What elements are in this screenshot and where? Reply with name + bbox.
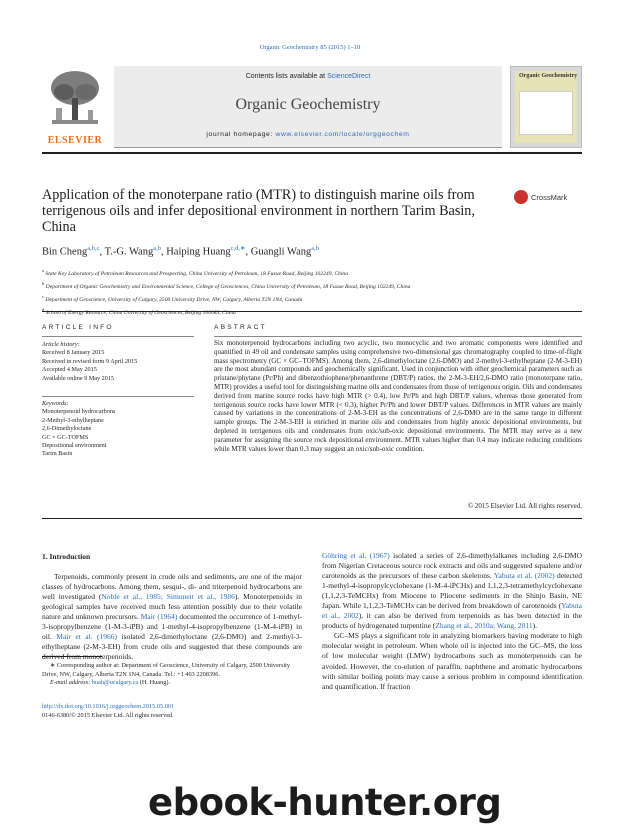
- email-link[interactable]: huah@ucalgary.ca: [91, 679, 139, 686]
- tree-icon: [48, 68, 102, 128]
- journal-name: Organic Geochemistry: [235, 96, 381, 113]
- email-line: [42, 679, 302, 688]
- citation-link[interactable]: Mair et al. (1966): [56, 632, 118, 642]
- body-column-left: [42, 552, 302, 662]
- keywords-rule: [42, 396, 194, 397]
- article-history: [42, 341, 194, 383]
- author-name[interactable]: Guangli Wang: [250, 246, 312, 258]
- author-affiliation-marker[interactable]: a,b: [311, 245, 320, 252]
- citation-link[interactable]: Mair (1964): [140, 612, 178, 622]
- article-info-rule: [42, 336, 194, 337]
- sciencedirect-link[interactable]: ScienceDirect: [327, 73, 371, 80]
- body-paragraph: Göhring et al. (1967) isolated a series of 2,6-dimethylalkanes including 2,6-DMO from Nigerian Cretaceous source rock extracts and oils and suggested squalene and/or carotenoids as the precursors of these carbon skeletons. Yabuta et al. (2002) detected 1-methyl-4-isopropylcyclohexane (1-M-4-iPCHx) and 1,1,2,3-tetramethylcyclohexane (1,1,2,3-TeMCHx) from Miocene to Pliocene sediments in the Shinjo Basin, NE Japan. While 1,1,2,3-TeMCHx can be derived from breakdown of carotenoids (Yabuta et al., 2002), it can also be derived from terpenoids as has been detected in the products of hydrogenated turpentine (Zhang et al., 2010a; Wang, 2011).: [322, 551, 583, 631]
- masthead-divider: [42, 152, 582, 154]
- abstract-body: Six monoterpenoid hydrocarbons including two acyclic, two monocyclic and two aromatic components were identified and quantified in 49 oil and condensate samples using comprehensive two-dimensional gas chromatography coupled to time-of-flight mass spectrometry (GC × GC–TOFMS). Among them, 2,6-dimethyloctane (2,6-DMO) and 2-methyl-3-ethylheptane (2-M-3-EH) are the most abundant compounds and geochemically significant. Used in conjunction with other geochemical parameters such as pristane/phytane (Pr/Ph) and dibenzothiophene/phenanthrene (DBT/P) ratios, the 2-M-3-EH/2,6-DMO ratio (monoterpane ratio, MTR) provides a useful tool for distinguishing marine oils and condensates from those of terrigenous origin. Oils and condensates derived from marine source rocks have high MTR (> 0.4), low Pr/Ph and high DBT/P values, whereas those generated from terrigenous source rocks have lower MTR (< 0.3), higher Pr/Ph and lower DBT/P values. Differences in MTR values are mainly caused by variations in the concentrations of 2-M-3-EH as the concentrations of 2,6-DMO are in the same range in different sample groups. The 2-M-3-EH is enriched in marine oils and condensates from highly anoxic depositional environments, but depleted in terrigenous oils and condensates from oxic/sub-oxic depositional environments. The MTR may serve as a new parameter for assigning the source rock depositional environment. MTR values higher than 0.4 may indicate reducing conditions while MTR values lower than 0.3 may suggest an oxic/sub-oxic condition.: [214, 339, 582, 453]
- affiliation: $^b$ Department of Organic Geochemistry and Environmental Science, College of Geosciences, China University of Petroleum, 18 Fuxue Road, Beijing 102249, China: [42, 281, 411, 290]
- history-item: Received in revised form 9 April 2015: [42, 357, 138, 365]
- journal-masthead: [42, 66, 582, 148]
- email-suffix: (H. Huang).: [138, 679, 171, 686]
- journal-homepage: [114, 131, 502, 138]
- doi-link[interactable]: http://dx.doi.org/10.1016/j.orggeochem.2015.05.001: [42, 703, 175, 710]
- author-name[interactable]: Haiping Huang: [166, 246, 231, 258]
- email-label: E-mail address:: [50, 679, 91, 686]
- keywords-heading: Keywords:: [42, 400, 69, 407]
- publisher-wordmark: ELSEVIER: [47, 135, 103, 146]
- history-item: Received 8 January 2015: [42, 349, 105, 357]
- history-item: Available online 9 May 2015: [42, 374, 115, 382]
- cover-title: Organic Geochemistry: [519, 73, 578, 79]
- keyword: GC × GC-TOFMS: [42, 433, 89, 441]
- keyword: Depositional environment: [42, 442, 107, 450]
- abstract-rule: [214, 336, 582, 337]
- author-name[interactable]: T.-G. Wang: [104, 246, 154, 258]
- cover-image: [519, 91, 573, 135]
- journal-reference[interactable]: Organic Geochemistry 85 (2015) 1–10: [259, 44, 361, 51]
- citation-link[interactable]: Noble et al., 1985; Simoneit et al., 1986: [101, 592, 235, 602]
- history-item: Accepted 4 May 2015: [42, 366, 97, 374]
- homepage-link[interactable]: www.elsevier.com/locate/orggeochem: [275, 131, 410, 138]
- history-heading: Article history:: [42, 341, 80, 348]
- elsevier-logo: [42, 66, 108, 148]
- body-paragraph: GC–MS plays a significant role in analyzing biomarkers having moderate to high molecular weight in petroleum. When whole oil is injected into the GC–MS, the loss of low molecular weight (LMW) hydrocarbons such as monoterpenoids can be avoided. However, the co-elution of paraffin, naphthene and aromatic hydrocarbons with similar boiling points may cause a serious problem in compound identification and quantification. If fraction: [322, 631, 582, 691]
- footnote-rule: [42, 656, 102, 657]
- corresponding-note: ∗ Corresponding author at: Department of Geoscience, University of Calgary, 2500 University Drive, NW, Calgary, Alberta T2N 1N4, Canada. Tel.: +1 403 2208396.: [42, 662, 291, 678]
- keyword: 2-Methyl-3-ethylheptane: [42, 416, 104, 424]
- author-affiliation-marker[interactable]: a,b: [153, 245, 161, 252]
- crossmark-icon: [514, 190, 528, 204]
- affiliation: $^d$ School of Energy Resource, China University of Geosciences, Beijing 100083, China: [42, 307, 236, 317]
- crossmark-badge[interactable]: [514, 190, 582, 206]
- contents-line: [114, 73, 502, 80]
- keyword: 2,6-Dimethyloctane: [42, 425, 92, 433]
- citation-link[interactable]: Zhang et al., 2010a; Wang, 2011: [435, 621, 533, 631]
- doi-block: [42, 703, 302, 720]
- author-list: Bin Cheng$^{a,b,c}$, T.-G. Wang$^{a,b}$, Haiping Huang$^{c,d,∗}$, Guangli Wang$^{a,b}$: [42, 245, 320, 258]
- citation-link[interactable]: Yabuta et al., 2002: [322, 601, 582, 621]
- contents-prefix: Contents lists available at: [245, 73, 326, 80]
- author-name[interactable]: Bin Cheng: [42, 246, 88, 258]
- author-affiliation-marker[interactable]: a,b,c: [87, 245, 100, 252]
- affiliation-divider: [42, 311, 582, 312]
- crossmark-label: CrossMark: [531, 193, 568, 202]
- body-column-right: [322, 551, 582, 692]
- homepage-label: journal homepage:: [206, 131, 273, 138]
- article-info-heading: ARTICLE INFO: [42, 324, 114, 331]
- affiliation: $^c$ Department of Geoscience, University of Calgary, 2500 University Drive, NW, Calgary, Alberta T2N 1N4, Canada: [42, 294, 303, 303]
- watermark-text: ebook-hunter.org: [148, 781, 502, 824]
- keyword-list: [42, 400, 194, 459]
- author-affiliation-marker[interactable]: c,d,∗: [230, 245, 246, 252]
- citation-link[interactable]: Göhring et al. (1967): [322, 551, 390, 560]
- citation-link[interactable]: Yabuta et al. (2002): [493, 571, 555, 581]
- abstract-copyright: © 2015 Elsevier Ltd. All rights reserved.: [467, 502, 582, 510]
- article-title: Application of the monoterpane ratio (MTR) to distinguish marine oils from terrigenous oils and infer depositional environment in northern Tarim Basin, China: [42, 187, 475, 235]
- affiliation: $^a$ State Key Laboratory of Petroleum Resources and Prospecting, China University of Petroleum, 18 Fuxue Road, Beijing 102249, China: [42, 268, 348, 277]
- keyword: Monoterpenoid hydrocarbons: [42, 408, 116, 416]
- corresponding-author-footnote: [42, 662, 302, 688]
- abstract-divider: [42, 518, 582, 519]
- abstract-heading: ABSTRACT: [214, 324, 267, 331]
- journal-cover-thumbnail: [510, 66, 582, 148]
- masthead-banner: [114, 66, 502, 148]
- section-heading-introduction: 1. Introduction: [42, 552, 91, 561]
- issn-line: 0146-6380/© 2015 Elsevier Ltd. All rights reserved.: [42, 711, 174, 719]
- keyword: Tarim Basin: [42, 450, 73, 458]
- body-paragraph: Terpenoids, commonly present in crude oils and sediments, are one of the major classes of hydrocarbons. Among them, sesqui-, di- and triterpenoid hydrocarbons are well investigated (Noble et al., 1985; Simoneit et al., 1986). Monoterpenoids in geological samples have received much less attention possibly due to their volatile nature and unknown precursors. Mair (1964) documented the occurrence of 1-methyl-3-isopropylbenzene (1-M-3-iPB) and 1-methyl-4-isopropylbenzene (1-M-4-iPB) in oil. Mair et al. (1966) isolated 2,6-dimethyloctane (2,6-DMO) and 2-methyl-3-ethylheptane (2-M-3-EH) from crude oils and suggested that these compounds are derived from monoterpenoids.: [42, 572, 302, 662]
